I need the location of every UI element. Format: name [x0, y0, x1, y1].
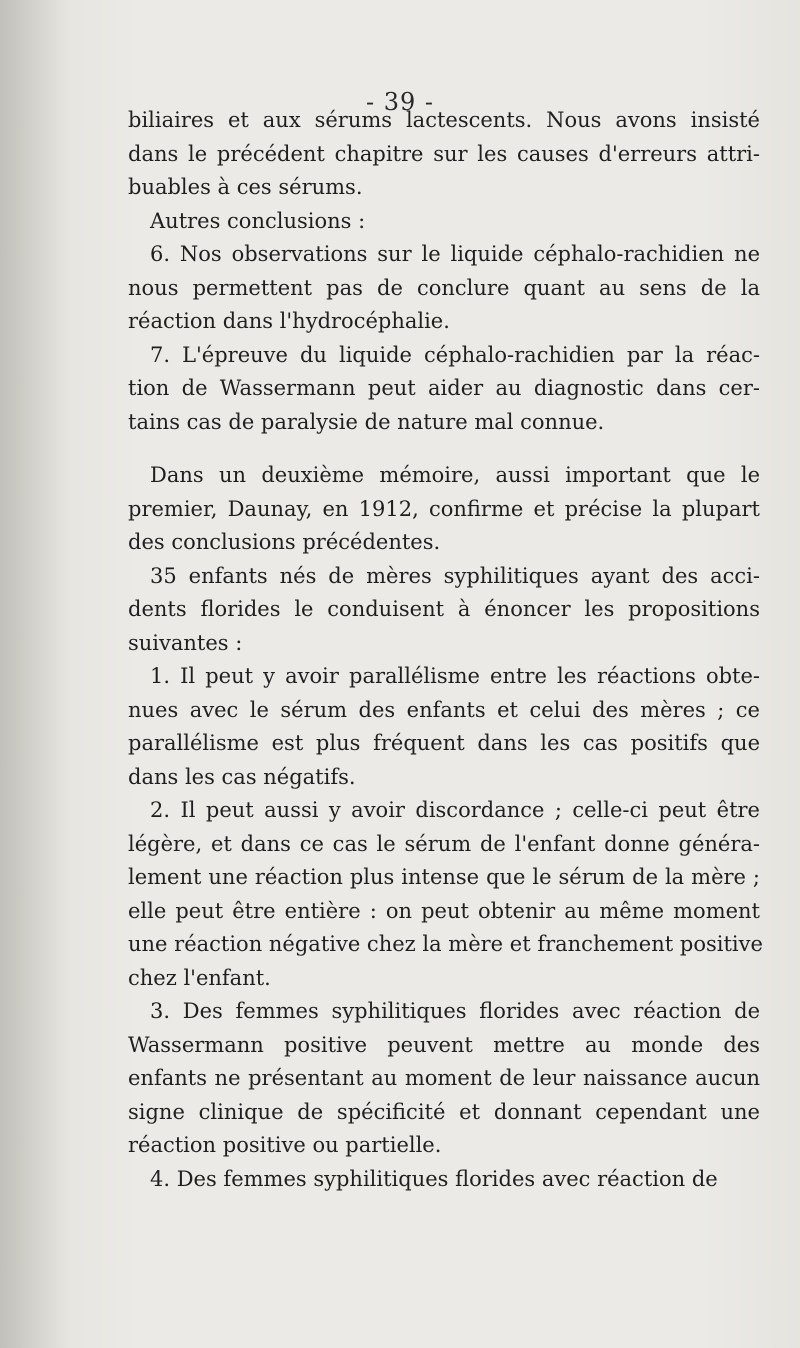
text-line: signe clinique de spécificité et donnant cependant une: [128, 1099, 760, 1124]
text-line: premier, Daunay, en 1912, confirme et précise la plupart: [128, 496, 760, 521]
text-line: 3. Des femmes syphilitiques florides avec réaction de: [150, 999, 760, 1023]
text-line: des conclusions précédentes.: [128, 530, 441, 554]
text-line: enfants ne présentant au moment de leur naissance aucun: [128, 1066, 760, 1090]
text-line: tion de Wassermann peut aider au diagnostic dans cer-: [128, 376, 760, 400]
paragraph-gap: [128, 439, 760, 459]
text-line: nues avec le sérum des enfants et celui des mères ; ce: [128, 697, 760, 722]
text-line: 7. L'épreuve du liquide céphalo-rachidien par la réac-: [150, 342, 760, 367]
text-line: 4. Des femmes syphilitiques florides avec réaction de: [150, 1166, 718, 1191]
body-text: [128, 104, 763, 1196]
text-line: tains cas de paralysie de nature mal connue.: [128, 409, 605, 434]
text-line: Wassermann positive peuvent mettre au monde des: [128, 1032, 760, 1057]
text-line: suivantes :: [128, 630, 243, 655]
text-line: chez l'enfant.: [128, 965, 271, 990]
text-line: réaction dans l'hydrocéphalie.: [128, 309, 450, 333]
text-line: biliaires et aux sérums lactescents. Nous avons insisté: [128, 108, 760, 132]
text-line: une réaction négative chez la mère et franchement positive: [128, 932, 763, 956]
text-line: nous permettent pas de conclure quant au sens de la: [128, 275, 760, 300]
text-line: légère, et dans ce cas le sérum de l'enfant donne généra-: [128, 831, 760, 856]
text-line: réaction positive ou partielle.: [128, 1133, 442, 1157]
text-line: Autres conclusions :: [150, 208, 366, 233]
text-line: buables à ces sérums.: [128, 175, 363, 199]
page-number: - 39 -: [365, 88, 434, 116]
text-line: 6. Nos observations sur le liquide céphalo-rachidien ne: [150, 242, 760, 266]
text-line: Dans un deuxième mémoire, aussi important que le: [150, 463, 760, 487]
text-line: 1. Il peut y avoir parallélisme entre les réactions obte-: [150, 664, 760, 688]
text-line: dans le précédent chapitre sur les causes d'erreurs attri-: [128, 141, 760, 166]
text-line: dents florides le conduisent à énoncer les propositions: [128, 597, 760, 621]
text-line: lement une réaction plus intense que le sérum de la mère ;: [128, 865, 760, 889]
text-line: parallélisme est plus fréquent dans les cas positifs que: [128, 731, 760, 755]
text-line: elle peut être entière : on peut obtenir au même moment: [128, 898, 760, 923]
text-line: dans les cas négatifs.: [128, 764, 356, 789]
text-line: 2. Il peut aussi y avoir discordance ; celle-ci peut être: [150, 798, 760, 822]
text-line: 35 enfants nés de mères syphilitiques ayant des acci-: [150, 563, 760, 588]
page-edge-shadow: [0, 0, 70, 1348]
